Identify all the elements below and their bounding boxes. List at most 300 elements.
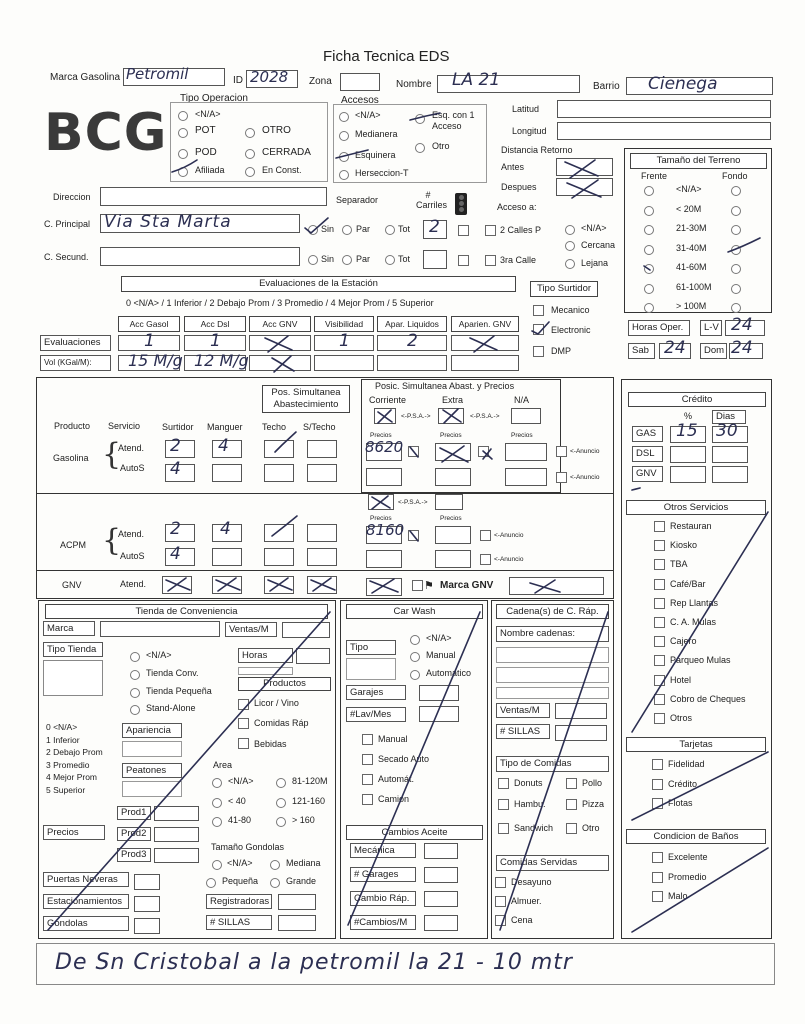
radio-esquinera[interactable] [339, 152, 349, 162]
radio-otro[interactable] [245, 128, 255, 138]
tipo-tienda-label: Tipo Tienda [43, 642, 103, 657]
terreno-option-label: 31-40M [676, 242, 707, 253]
eval-value: 2 [407, 331, 418, 351]
checkbox-label: Automát. [378, 774, 415, 784]
checkbox-label: Cena [511, 915, 533, 925]
radio-cerrada[interactable] [245, 149, 255, 159]
checkbox-label: Cajero [670, 636, 697, 647]
acpm-s-techo[interactable] [307, 524, 337, 542]
radio-label: Esquinera [355, 150, 396, 160]
checkbox[interactable] [654, 579, 665, 590]
radio-area-40[interactable] [212, 798, 222, 808]
acpm-autos-manguer[interactable] [212, 548, 242, 566]
id-value: 2028 [250, 68, 289, 86]
acceso-a-label: Acceso a: [497, 202, 537, 212]
checkbox-label: Manual [378, 734, 408, 744]
anuncio-label: <-Anuncio [494, 556, 524, 563]
checkbox[interactable] [652, 798, 663, 809]
checkbox[interactable] [556, 472, 567, 483]
checkbox[interactable] [654, 636, 665, 647]
credito-row-label: GAS [632, 426, 663, 442]
radio-label: Tienda Conv. [146, 668, 199, 678]
radio-label: Stand-Alone [146, 703, 196, 713]
radio-label: Medianera [355, 129, 398, 139]
autos-label: AutoS [120, 463, 145, 473]
radio-area-80[interactable] [212, 817, 222, 827]
cambios-item-field[interactable] [424, 867, 458, 883]
checkbox[interactable] [458, 225, 469, 236]
gas-techo[interactable] [264, 440, 294, 458]
separador-label: Separador [336, 195, 379, 205]
cadenas-ventas-label: Ventas/M [496, 703, 550, 718]
acpm-autos-precio-1[interactable] [366, 550, 402, 568]
zona-label: Zona [309, 76, 332, 87]
carriles-label: # Carriles [416, 190, 448, 210]
radio-par[interactable] [342, 225, 352, 235]
radio-gondola-na[interactable] [212, 860, 222, 870]
radio-label: 121-160 [292, 796, 326, 806]
checkbox[interactable] [652, 891, 663, 902]
cambios-item-field[interactable] [424, 843, 458, 859]
calles-label: 2 Calles P [500, 225, 542, 235]
checkbox[interactable] [362, 794, 373, 805]
radio-lejana[interactable] [565, 259, 575, 269]
lav-mes-field[interactable] [419, 706, 459, 722]
lav-mes-label: #Lav/Mes [346, 707, 406, 722]
radio-cw-na[interactable] [410, 635, 420, 645]
checkbox[interactable] [362, 754, 373, 765]
checkbox-label: Secado Auto [378, 754, 430, 764]
peatones-field[interactable] [122, 781, 182, 797]
radio-fondo[interactable] [731, 206, 741, 216]
na-label: N/A [514, 395, 530, 405]
acpm-autos-precio-2[interactable] [435, 550, 471, 568]
radio-tot[interactable] [385, 255, 395, 265]
carwash-tipo-field[interactable] [346, 658, 396, 680]
psa-label: <-P.S.A.-> [398, 499, 428, 506]
radio-label: Grande [286, 876, 317, 886]
checkbox-label: Otro [582, 823, 600, 833]
acpm-surtidor-value: 2 [170, 519, 181, 539]
checkbox-dmp[interactable] [533, 346, 544, 357]
bcg-logo: BCG [44, 103, 168, 163]
credito-pct-field[interactable] [670, 446, 706, 463]
page-title: Ficha Tecnica EDS [323, 48, 450, 65]
precios-label: Precios [370, 432, 392, 439]
radio-cw-auto[interactable] [410, 670, 420, 680]
checkbox-label: Flotas [668, 798, 693, 808]
eval-col-header: Acc Gasol [118, 316, 180, 332]
radio-na[interactable] [565, 225, 575, 235]
checkbox[interactable] [408, 530, 419, 541]
carwash-header: Car Wash [346, 604, 483, 619]
vol-value-field[interactable] [249, 355, 311, 371]
gas-precio-value: 8620 [365, 438, 404, 456]
radio-tienda-pequena[interactable] [130, 688, 140, 698]
gas-manguer-value: 4 [218, 436, 229, 456]
prod3-label: Prod3 [117, 848, 151, 862]
carwash-tipo-label: Tipo [346, 640, 396, 655]
checkbox-mecanico[interactable] [533, 305, 544, 316]
despues-field[interactable] [556, 178, 613, 196]
radio-area-160[interactable] [276, 798, 286, 808]
checkbox-licor[interactable] [238, 699, 249, 710]
radio-fondo[interactable] [731, 264, 741, 274]
cadenas-field-2[interactable] [496, 667, 609, 683]
radio-stand-alone[interactable] [130, 705, 140, 715]
col-s-techo: S/Techo [303, 422, 336, 432]
checkbox-label: Fidelidad [668, 759, 705, 769]
evaluaciones-header: Evaluaciones de la Estación [121, 276, 516, 292]
credito-pct-value: 15 [676, 421, 698, 441]
vol-value-field[interactable] [377, 355, 447, 371]
gas-autos-precio-2[interactable] [435, 468, 471, 486]
psa-label: <-P.S.A.-> [470, 413, 500, 420]
gondolas-field[interactable] [134, 918, 160, 934]
cambios-item-field[interactable] [424, 891, 458, 907]
checkbox[interactable] [412, 580, 423, 591]
checkbox-comidas[interactable] [238, 718, 249, 729]
radio-frente[interactable] [644, 264, 654, 274]
checkbox-label: Mecanico [551, 305, 590, 315]
acpm-autos-s-techo[interactable] [307, 548, 337, 566]
radio-sin[interactable] [308, 225, 318, 235]
acpm-precio-extra[interactable] [435, 526, 471, 544]
checkbox[interactable] [654, 675, 665, 686]
radio-label: < 40 [228, 796, 246, 806]
registradoras-field[interactable] [278, 894, 316, 910]
checkbox[interactable] [478, 446, 489, 457]
atend-label: Atend. [120, 579, 147, 589]
checkbox[interactable] [480, 554, 491, 565]
checkbox[interactable] [362, 734, 373, 745]
cadenas-sillas-label: # SILLAS [496, 724, 550, 739]
radio-frente[interactable] [644, 206, 654, 216]
puertas-field[interactable] [134, 874, 160, 890]
garajes-label: Garajes [346, 685, 406, 700]
corriente-label: Corriente [369, 395, 407, 405]
checkbox[interactable] [480, 530, 491, 541]
radio-tot[interactable] [385, 225, 395, 235]
tipo-surtidor-header: Tipo Surtidor [530, 281, 598, 297]
radio-par[interactable] [342, 255, 352, 265]
prod1-field[interactable] [154, 806, 199, 821]
radio-en-const[interactable] [245, 167, 255, 177]
marca-gnv-field[interactable] [509, 577, 604, 595]
gas-precio-extra[interactable] [435, 443, 471, 461]
gnv-surtidor[interactable] [162, 576, 192, 594]
tienda-marca-field[interactable] [100, 621, 220, 637]
c-secund-label: C. Secund. [44, 252, 89, 262]
eval-value-field[interactable] [249, 335, 311, 351]
psa-box-2[interactable] [438, 408, 464, 424]
zona-field[interactable] [340, 73, 380, 91]
productos-header: Productos [238, 677, 331, 691]
checkbox-label: Desayuno [511, 877, 552, 887]
radio-tienda-na[interactable] [130, 652, 140, 662]
checkbox[interactable] [498, 778, 509, 789]
radio-label: Par [356, 224, 371, 234]
checkbox[interactable] [652, 759, 663, 770]
lv-value: 24 [731, 315, 753, 335]
checkbox[interactable] [495, 877, 506, 888]
radio-gondola-grande[interactable] [270, 878, 280, 888]
checkbox[interactable] [654, 713, 665, 724]
dom-value: 24 [731, 338, 753, 358]
checkbox[interactable] [652, 872, 663, 883]
radio-frente[interactable] [644, 225, 654, 235]
estacionamientos-field[interactable] [134, 896, 160, 912]
radio-tienda-conv[interactable] [130, 670, 140, 680]
carriles-field-2[interactable] [423, 250, 447, 269]
pos-simultanea-header: Pos. Simultanea Abastecimiento [262, 385, 350, 413]
psa-box-3[interactable] [511, 408, 541, 424]
prod2-field[interactable] [154, 827, 199, 842]
radio-area-na[interactable] [212, 778, 222, 788]
checkbox[interactable] [654, 540, 665, 551]
apariencia-label: Apariencia [122, 723, 182, 738]
checkbox-label: Promedio [668, 871, 707, 882]
checkbox-label: Crédito [668, 778, 698, 789]
eval-col-header: Aparien. GNV [451, 316, 519, 332]
garajes-field[interactable] [419, 685, 459, 701]
checkbox[interactable] [654, 617, 665, 628]
gas-autos-precio-3[interactable] [505, 468, 547, 486]
precios-label: Precios [440, 432, 462, 439]
checkbox-label: Bebidas [254, 739, 287, 749]
frente-label: Frente [641, 171, 668, 181]
precios-label: Precios [43, 825, 105, 840]
radio-fondo[interactable] [731, 303, 741, 313]
checkbox[interactable] [566, 823, 577, 834]
horas-field[interactable] [296, 648, 330, 664]
radio-frente[interactable] [644, 245, 654, 255]
posic-header: Posic. Simultanea Abast. y Precios [375, 381, 515, 391]
psa-box-acpm-1[interactable] [368, 494, 394, 510]
longitud-field[interactable] [557, 122, 771, 140]
cadenas-field-3[interactable] [496, 687, 609, 699]
tamano-gondolas-label: Tamaño Gondolas [211, 842, 285, 852]
checkbox-label: Sandwich [514, 823, 554, 833]
comidas-servidas-label: Comidas Servidas [496, 855, 609, 871]
precios-label: Precios [511, 432, 533, 439]
checkbox[interactable] [498, 823, 509, 834]
checkbox[interactable] [652, 779, 663, 790]
checkbox-bebidas[interactable] [238, 738, 249, 749]
checkbox[interactable] [654, 655, 665, 666]
radio-fondo[interactable] [731, 245, 741, 255]
accesos-label: Accesos [341, 95, 379, 106]
radio-fondo[interactable] [731, 186, 741, 196]
gas-autos-precio-1[interactable] [366, 468, 402, 486]
precios-label: Precios [440, 515, 462, 522]
checkbox[interactable] [485, 225, 496, 236]
tienda-marca-label: Marca [43, 621, 95, 636]
col-surtidor: Surtidor [162, 422, 194, 432]
gas-s-techo[interactable] [307, 440, 337, 458]
checkbox-label: Camion [378, 794, 410, 804]
radio-medianera[interactable] [339, 131, 349, 141]
eval-value-field[interactable] [451, 335, 519, 351]
carriles-value: 2 [429, 217, 440, 237]
checkbox[interactable] [654, 598, 665, 609]
psa-box-1[interactable] [374, 408, 396, 424]
radio-pot[interactable] [178, 128, 188, 138]
marca-gnv-label: Marca GNV [440, 580, 494, 591]
checkbox[interactable] [495, 896, 506, 907]
radio-acc-otro[interactable] [415, 143, 425, 153]
checkbox-label: Rep Llantas [670, 597, 719, 608]
tienda-ventas-field[interactable] [282, 622, 330, 638]
nombre-cadenas-label: Nombre cadenas: [496, 626, 609, 642]
checkbox[interactable] [556, 446, 567, 457]
checkbox-label: Excelente [668, 852, 708, 862]
credito-pct: % [684, 411, 693, 421]
radio-label: OTRO [262, 125, 291, 136]
radio-esq-acceso[interactable] [415, 114, 425, 124]
apariencia-field[interactable] [122, 741, 182, 757]
checkbox-label: Hambu. [514, 799, 546, 809]
checkbox[interactable] [485, 255, 496, 266]
puertas-label: Puertas Neveras [43, 872, 129, 887]
vol-value-field[interactable] [314, 355, 374, 371]
checkbox[interactable] [458, 255, 469, 266]
gnv-manguer[interactable] [212, 576, 242, 594]
estacionamientos-label: Estacionamientos [43, 894, 129, 909]
radio-sin[interactable] [308, 255, 318, 265]
checkbox[interactable] [652, 852, 663, 863]
credito-pct-field[interactable] [670, 466, 706, 483]
gnv-techo[interactable] [264, 576, 294, 594]
credito-dias-field[interactable] [712, 466, 748, 483]
antes-field[interactable] [556, 158, 613, 176]
sillas-field[interactable] [278, 915, 316, 931]
gas-autos-s-techo[interactable] [307, 464, 337, 482]
radio-fondo[interactable] [731, 225, 741, 235]
checkbox[interactable] [566, 799, 577, 810]
gas-autos-value: 4 [170, 459, 181, 479]
radio-label: Mediana [286, 858, 321, 868]
radio-area-120[interactable] [276, 778, 286, 788]
direccion-field[interactable] [100, 187, 327, 206]
anuncio-label: <-Anuncio [494, 532, 524, 539]
radio-label: 41-80 [228, 815, 252, 825]
cambios-item-field[interactable] [424, 915, 458, 931]
radio-afiliada[interactable] [178, 167, 188, 177]
longitud-label: Longitud [512, 126, 547, 136]
radio-cercana[interactable] [565, 241, 575, 251]
radio-na[interactable] [178, 111, 188, 121]
psa-label: <-P.S.A.-> [401, 413, 431, 420]
checkbox[interactable] [498, 799, 509, 810]
radio-gondola-pequena[interactable] [206, 878, 216, 888]
radio-pod[interactable] [178, 149, 188, 159]
checkbox[interactable] [654, 521, 665, 532]
gas-autos-techo[interactable] [264, 464, 294, 482]
checkbox-label: Café/Bar [670, 578, 706, 589]
gnv-label: GNV [62, 580, 82, 590]
checkbox[interactable] [566, 778, 577, 789]
anuncio-label: <-Anuncio [570, 448, 600, 455]
col-techo: Techo [262, 422, 287, 432]
id-label: ID [233, 75, 243, 86]
checkbox-electronic[interactable] [533, 324, 544, 335]
checkbox-label: Hotel [670, 674, 692, 685]
radio-cw-manual[interactable] [410, 652, 420, 662]
psa-box-acpm-2[interactable] [435, 494, 463, 510]
horas-field-2[interactable] [238, 667, 293, 675]
c-principal-label: C. Principal [44, 219, 91, 229]
radio-label: Cercana [581, 240, 616, 250]
direccion-label: Direccion [53, 192, 91, 202]
calles-label: 3ra Calle [500, 255, 537, 265]
radio-area-gt160[interactable] [276, 817, 286, 827]
cambios-header: Cambios Aceite [346, 825, 483, 840]
cadenas-field-1[interactable] [496, 647, 609, 663]
checkbox[interactable] [654, 694, 665, 705]
acpm-label: ACPM [60, 540, 87, 550]
sillas-label: # SILLAS [206, 915, 272, 930]
gas-precio-na[interactable] [505, 443, 547, 461]
radio-label: 81-120M [292, 776, 328, 786]
evaluaciones-scale: 0 <N/A> / 1 Inferior / 2 Debajo Prom / 3 Promedio / 4 Mejor Prom / 5 Superior [126, 298, 434, 308]
brace-icon: { [102, 523, 122, 558]
antes-label: Antes [501, 162, 525, 172]
otros-servicios-header: Otros Servicios [626, 500, 766, 515]
nombre-label: Nombre [396, 79, 432, 90]
acpm-autos-value: 4 [170, 544, 181, 564]
checkbox[interactable] [654, 559, 665, 570]
radio-frente[interactable] [644, 284, 654, 294]
checkbox-label: Almuer. [511, 896, 542, 906]
prod3-field[interactable] [154, 848, 199, 863]
acpm-autos-techo[interactable] [264, 548, 294, 566]
radio-label: <N/A> [581, 223, 607, 233]
radio-label: Lejana [581, 258, 609, 268]
gnv-s-techo[interactable] [307, 576, 337, 594]
gnv-precio[interactable] [366, 578, 402, 596]
latitud-field[interactable] [557, 100, 771, 118]
vol-value-field[interactable] [451, 355, 519, 371]
radio-label: Sin [321, 224, 335, 234]
eval-col-header: Acc GNV [249, 316, 311, 332]
cadenas-ventas-field[interactable] [555, 703, 607, 719]
radio-gondola-mediana[interactable] [270, 860, 280, 870]
traffic-light-icon [455, 193, 467, 215]
checkbox[interactable] [362, 774, 373, 785]
c-principal-value: Via Sta Marta [104, 212, 232, 232]
acpm-techo[interactable] [264, 524, 294, 542]
terreno-option-label: > 100M [676, 301, 707, 311]
checkbox-label: Malo [668, 891, 688, 901]
radio-acc-na[interactable] [339, 112, 349, 122]
checkbox[interactable] [495, 915, 506, 926]
gas-autos-manguer[interactable] [212, 464, 242, 482]
cadenas-sillas-field[interactable] [555, 725, 607, 741]
c-secund-field[interactable] [100, 247, 300, 266]
radio-frente[interactable] [644, 303, 654, 313]
credito-header: Crédito [628, 392, 766, 407]
checkbox[interactable] [408, 446, 419, 457]
fondo-label: Fondo [722, 171, 748, 181]
radio-herseccion[interactable] [339, 170, 349, 180]
nombre-value: LA 21 [452, 70, 501, 90]
credito-dias-field[interactable] [712, 446, 748, 463]
radio-frente[interactable] [644, 186, 654, 196]
radio-fondo[interactable] [731, 284, 741, 294]
tipo-tienda-field[interactable] [43, 660, 103, 696]
radio-label: Par [356, 254, 371, 264]
